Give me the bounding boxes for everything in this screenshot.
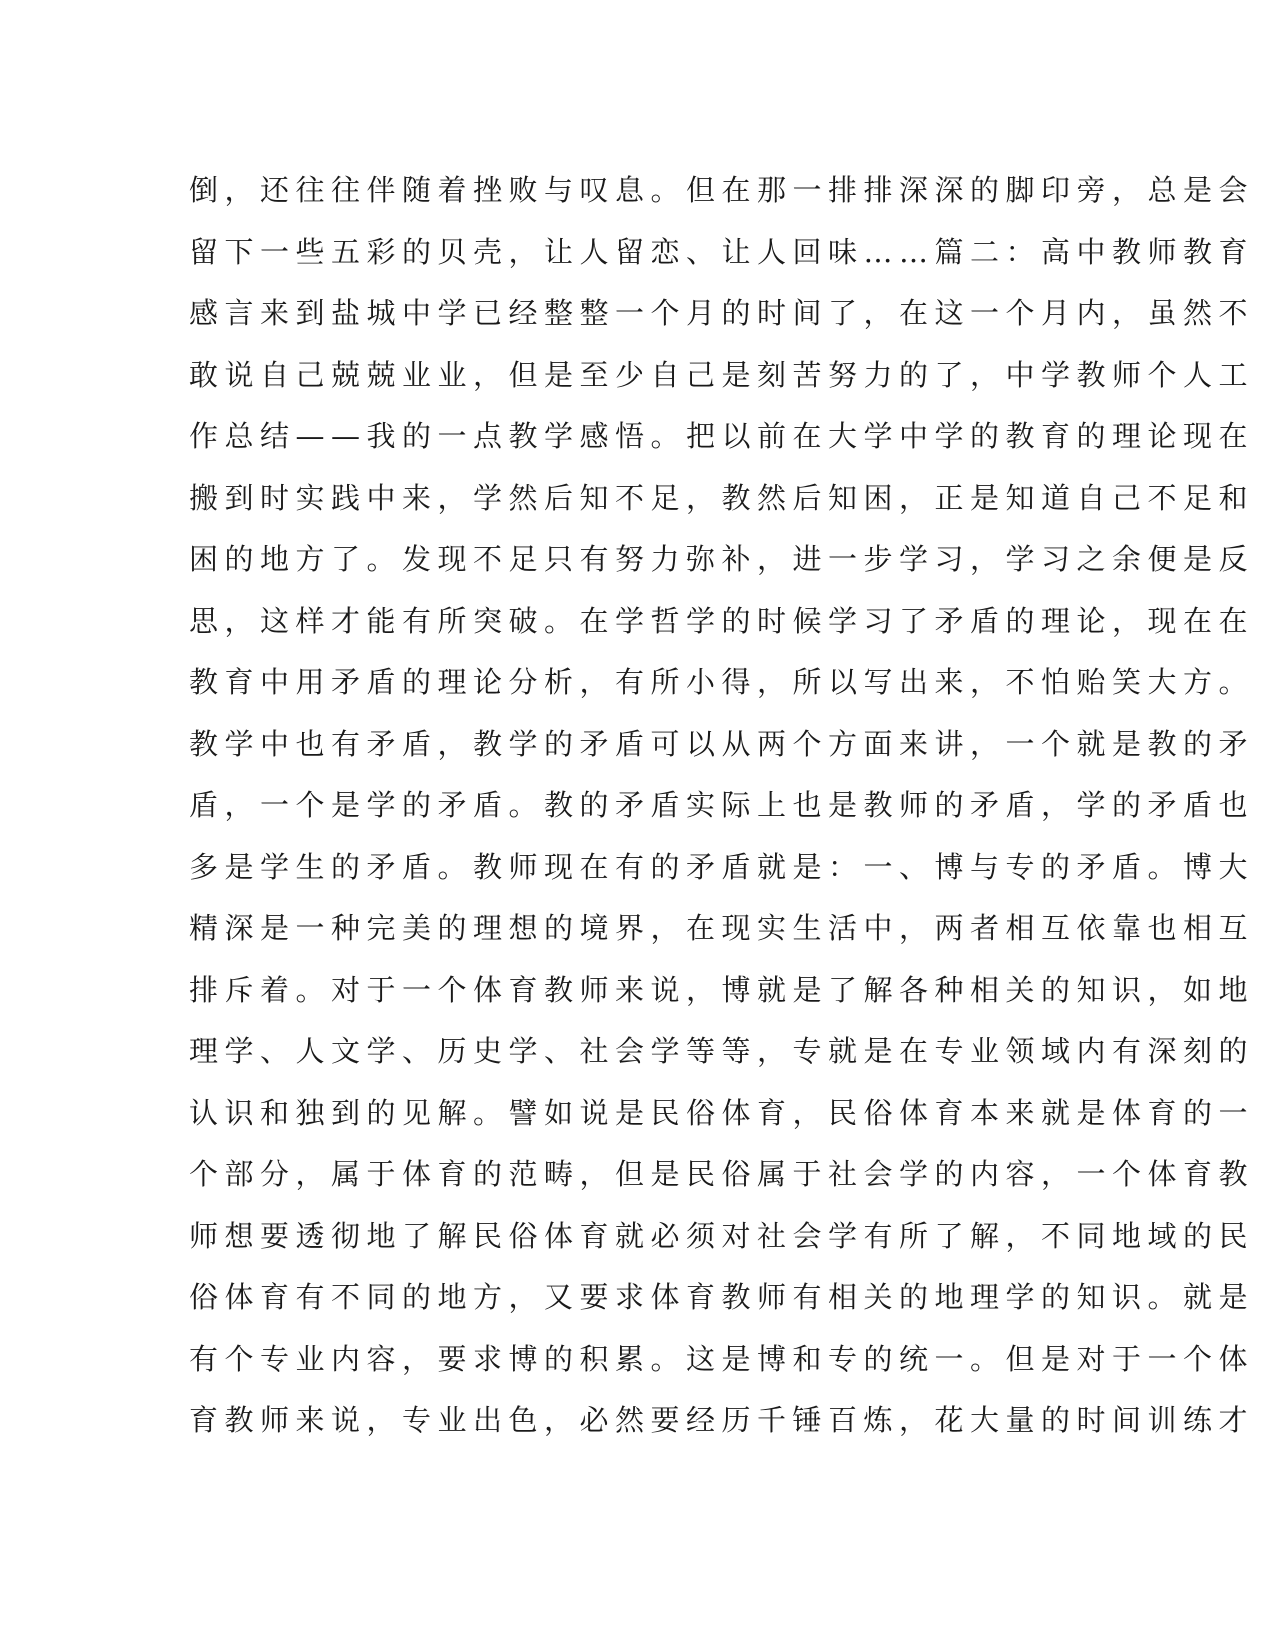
text-line: 搬到时实践中来，学然后知不足，教然后知困，正是知道自己不足和 bbox=[189, 480, 1255, 515]
text-line: 育教师来说，专业出色，必然要经历千锤百炼，花大量的时间训练才 bbox=[189, 1403, 1255, 1437]
text-line: 精深是一种完美的理想的境界，在现实生活中，两者相互依靠也相互 bbox=[189, 911, 1255, 945]
body-text bbox=[189, 160, 1255, 1452]
text-line: 有个专业内容，要求博的积累。这是博和专的统一。但是对于一个体 bbox=[189, 1341, 1255, 1376]
text-line: 困的地方了。发现不足只有努力弥补，进一步学习，学习之余便是反 bbox=[189, 542, 1255, 576]
text-line: 认识和独到的见解。譬如说是民俗体育，民俗体育本来就是体育的一 bbox=[189, 1095, 1255, 1130]
text-line: 俗体育有不同的地方，又要求体育教师有相关的地理学的知识。就是 bbox=[189, 1280, 1255, 1314]
text-line: 排斥着。对于一个体育教师来说，博就是了解各种相关的知识，如地 bbox=[189, 972, 1255, 1007]
text-line: 敢说自己兢兢业业，但是至少自己是刻苦努力的了，中学教师个人工 bbox=[189, 357, 1255, 392]
text-line: 作总结——我的一点教学感悟。把以前在大学中学的教育的理论现在 bbox=[189, 419, 1255, 453]
text-line: 理学、人文学、历史学、社会学等等，专就是在专业领域内有深刻的 bbox=[189, 1034, 1255, 1068]
text-line: 思，这样才能有所突破。在学哲学的时候学习了矛盾的理论，现在在 bbox=[189, 603, 1255, 638]
text-line: 教育中用矛盾的理论分析，有所小得，所以写出来，不怕贻笑大方。 bbox=[189, 665, 1255, 699]
text-line: 个部分，属于体育的范畴，但是民俗属于社会学的内容，一个体育教 bbox=[189, 1157, 1255, 1191]
text-line: 留下一些五彩的贝壳，让人留恋、让人回味……篇二：高中教师教育 bbox=[189, 234, 1255, 269]
text-line: 多是学生的矛盾。教师现在有的矛盾就是：一、博与专的矛盾。博大 bbox=[189, 849, 1255, 884]
text-line: 盾，一个是学的矛盾。教的矛盾实际上也是教师的矛盾，学的矛盾也 bbox=[189, 788, 1255, 822]
text-line: 师想要透彻地了解民俗体育就必须对社会学有所了解，不同地域的民 bbox=[189, 1218, 1255, 1253]
text-line: 倒，还往往伴随着挫败与叹息。但在那一排排深深的脚印旁，总是会 bbox=[189, 173, 1255, 207]
text-line: 感言来到盐城中学已经整整一个月的时间了，在这一个月内，虽然不 bbox=[189, 296, 1255, 330]
text-line: 教学中也有矛盾，教学的矛盾可以从两个方面来讲，一个就是教的矛 bbox=[189, 726, 1255, 761]
